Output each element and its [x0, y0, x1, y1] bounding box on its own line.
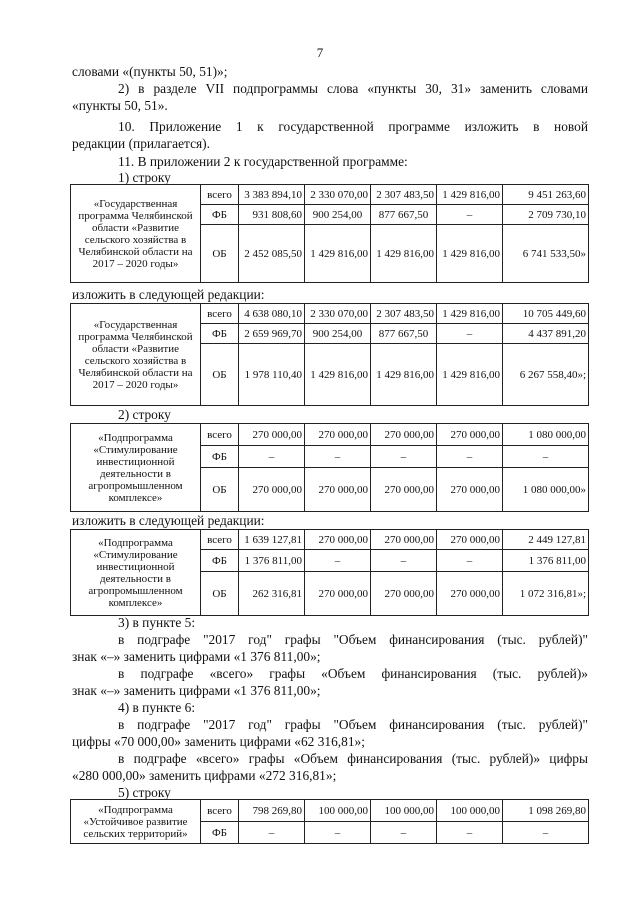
- row-label: всего: [201, 424, 239, 446]
- value-cell: 1 429 816,00: [437, 185, 503, 205]
- row-label: ФБ: [201, 550, 239, 572]
- row-label: всего: [201, 304, 239, 324]
- value-cell: 931 808,60: [239, 205, 305, 225]
- text-line: в подграфе «всего» графы «Объем финансирования (тыс. рублей)» цифры: [118, 751, 588, 766]
- row-label: ОБ: [201, 225, 239, 283]
- value-cell: 2 307 483,50: [371, 185, 437, 205]
- row-label: всего: [201, 530, 239, 550]
- text-line: словами «(пункты 50, 51)»;: [72, 64, 228, 79]
- value-cell: 270 000,00: [371, 424, 437, 446]
- program-name-cell: «Государственная программа Челябинской области «Развитие сельского хозяйства в Челябинской области на 2017 – 2020 годы»: [71, 304, 201, 406]
- budget-table: [70, 799, 589, 844]
- value-cell: 1 429 816,00: [371, 225, 437, 283]
- value-cell: –: [371, 446, 437, 468]
- value-cell: 262 316,81: [239, 572, 305, 616]
- value-cell: 270 000,00: [371, 572, 437, 616]
- value-cell: 1 429 816,00: [437, 344, 503, 406]
- value-cell: –: [503, 446, 589, 468]
- value-cell: 1 429 816,00: [305, 344, 371, 406]
- value-cell: 2 452 085,50: [239, 225, 305, 283]
- value-cell: 1 978 110,40: [239, 344, 305, 406]
- value-cell: 2 330 070,00: [305, 304, 371, 324]
- value-cell: 270 000,00: [371, 468, 437, 512]
- row-label: ОБ: [201, 572, 239, 616]
- value-cell: 100 000,00: [305, 800, 371, 822]
- value-cell: 1 429 816,00: [371, 344, 437, 406]
- budget-table: [70, 303, 589, 406]
- value-cell: 6 267 558,40»;: [503, 344, 589, 406]
- value-cell: 270 000,00: [239, 468, 305, 512]
- value-cell: 6 741 533,50»: [503, 225, 589, 283]
- program-name-cell: «Подпрограмма «Стимулирование инвестиционной деятельности в агропромышленном комплексе»: [71, 530, 201, 616]
- value-cell: 2 307 483,50: [371, 304, 437, 324]
- value-cell: 4 437 891,20: [503, 324, 589, 344]
- text-line: 4) в пункте 6:: [118, 700, 196, 715]
- text-line: знак «–» заменить цифрами «1 376 811,00»;: [72, 683, 321, 698]
- value-cell: 270 000,00: [437, 572, 503, 616]
- row-label: ФБ: [201, 446, 239, 468]
- text-line: «280 000,00» заменить цифрами «272 316,81»;: [72, 768, 337, 783]
- value-cell: 270 000,00: [437, 424, 503, 446]
- value-cell: 900 254,00: [305, 324, 371, 344]
- value-cell: 1 080 000,00»: [503, 468, 589, 512]
- value-cell: –: [371, 822, 437, 844]
- value-cell: –: [437, 324, 503, 344]
- row-label: ФБ: [201, 822, 239, 844]
- text-line: 2) строку: [118, 407, 171, 422]
- row-label: всего: [201, 185, 239, 205]
- value-cell: 270 000,00: [305, 530, 371, 550]
- value-cell: 270 000,00: [305, 424, 371, 446]
- row-label: ОБ: [201, 468, 239, 512]
- value-cell: 10 705 449,60: [503, 304, 589, 324]
- value-cell: 2 330 070,00: [305, 185, 371, 205]
- row-label: ФБ: [201, 324, 239, 344]
- text-line: 10. Приложение 1 к государственной программе изложить в новой: [118, 119, 588, 134]
- budget-table: [70, 529, 589, 616]
- value-cell: 9 451 263,60: [503, 185, 589, 205]
- value-cell: 877 667,50: [371, 324, 437, 344]
- budget-table: [70, 184, 589, 283]
- program-name-cell: «Подпрограмма «Стимулирование инвестиционной деятельности в агропромышленном комплексе»: [71, 424, 201, 512]
- text-line: 2) в разделе VII подпрограммы слова «пункты 30, 31» заменить словами: [118, 81, 588, 96]
- text-line: знак «–» заменить цифрами «1 376 811,00»;: [72, 649, 321, 664]
- value-cell: –: [239, 446, 305, 468]
- text-line: изложить в следующей редакции:: [72, 287, 265, 302]
- text-line: цифры «70 000,00» заменить цифрами «62 316,81»;: [72, 734, 365, 749]
- value-cell: 270 000,00: [239, 424, 305, 446]
- value-cell: –: [503, 822, 589, 844]
- value-cell: 1 639 127,81: [239, 530, 305, 550]
- value-cell: 900 254,00: [305, 205, 371, 225]
- text-line: в подграфе «всего» графы «Объем финансирования (тыс. рублей)»: [118, 666, 588, 681]
- value-cell: 1 429 816,00: [305, 225, 371, 283]
- value-cell: 2 659 969,70: [239, 324, 305, 344]
- value-cell: 1 098 269,80: [503, 800, 589, 822]
- text-line: изложить в следующей редакции:: [72, 513, 265, 528]
- value-cell: 877 667,50: [371, 205, 437, 225]
- value-cell: –: [437, 822, 503, 844]
- page-number: 7: [316, 45, 324, 60]
- value-cell: 270 000,00: [305, 468, 371, 512]
- value-cell: 4 638 080,10: [239, 304, 305, 324]
- value-cell: 1 080 000,00: [503, 424, 589, 446]
- value-cell: –: [371, 550, 437, 572]
- value-cell: 1 429 816,00: [437, 225, 503, 283]
- budget-table: [70, 423, 589, 512]
- value-cell: –: [305, 446, 371, 468]
- program-name-cell: «Подпрограмма «Устойчивое развитие сельских территорий»: [71, 800, 201, 844]
- value-cell: 2 449 127,81: [503, 530, 589, 550]
- program-name-cell: «Государственная программа Челябинской области «Развитие сельского хозяйства в Челябинской области на 2017 – 2020 годы»: [71, 185, 201, 283]
- value-cell: 100 000,00: [371, 800, 437, 822]
- text-line: «пункты 50, 51».: [72, 98, 168, 113]
- value-cell: 270 000,00: [437, 530, 503, 550]
- value-cell: –: [437, 550, 503, 572]
- value-cell: 1 072 316,81»;: [503, 572, 589, 616]
- text-line: 1) строку: [118, 170, 171, 185]
- value-cell: 1 429 816,00: [437, 304, 503, 324]
- value-cell: 270 000,00: [305, 572, 371, 616]
- value-cell: 270 000,00: [437, 468, 503, 512]
- value-cell: –: [239, 822, 305, 844]
- value-cell: 100 000,00: [437, 800, 503, 822]
- value-cell: –: [437, 205, 503, 225]
- text-line: редакции (прилагается).: [72, 136, 210, 151]
- value-cell: –: [305, 822, 371, 844]
- row-label: ФБ: [201, 205, 239, 225]
- text-line: 3) в пункте 5:: [118, 615, 196, 630]
- value-cell: –: [437, 446, 503, 468]
- row-label: всего: [201, 800, 239, 822]
- value-cell: 3 383 894,10: [239, 185, 305, 205]
- text-line: 11. В приложении 2 к государственной программе:: [118, 154, 408, 169]
- text-line: 5) строку: [118, 785, 171, 800]
- value-cell: 1 376 811,00: [503, 550, 589, 572]
- text-line: в подграфе "2017 год" графы "Объем финансирования (тыс. рублей)": [118, 632, 588, 647]
- value-cell: 2 709 730,10: [503, 205, 589, 225]
- value-cell: 1 376 811,00: [239, 550, 305, 572]
- value-cell: 270 000,00: [371, 530, 437, 550]
- row-label: ОБ: [201, 344, 239, 406]
- value-cell: 798 269,80: [239, 800, 305, 822]
- text-line: в подграфе "2017 год" графы "Объем финансирования (тыс. рублей)": [118, 717, 588, 732]
- value-cell: –: [305, 550, 371, 572]
